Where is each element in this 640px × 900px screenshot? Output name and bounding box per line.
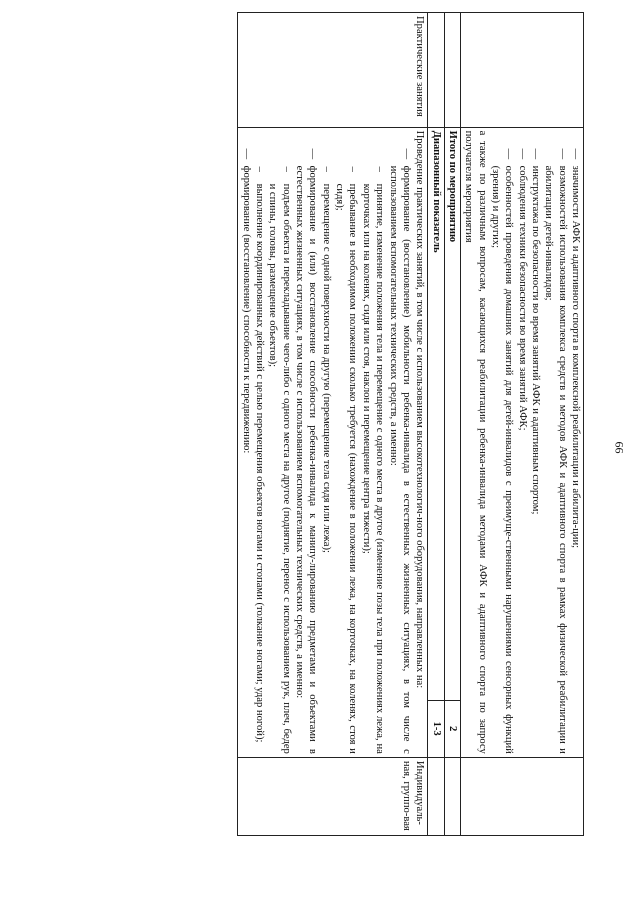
list-item: — формирование (восстановление) мобильности ребенка-инвалида в естественных жизненных ситуациях, в том числе с использованием вспомогательных технических средств, а именно: [386,131,413,754]
list-item: – перемещение с одной поверхности на другую (перемещение тела сидя или лежа); [319,131,332,754]
list-item: — инструктажа по безопасности во время занятий АФК и адаптивным спортом; [529,131,542,754]
dash-marker: – [347,166,359,172]
list-item: – подъем объекта и перекладывание чего-либо с одного места на другое (поднятие, перенос с использованием рук, плеч, бедер и спины, головы, размещение объектов); [266,131,293,754]
dash-marker: – [374,166,386,172]
table-row-practice [238,13,428,836]
dash-marker: – [254,166,266,172]
page-number: 66 [612,441,627,454]
dash-marker: — [570,148,581,160]
dash-marker: — [556,148,568,160]
cell-format-empty [460,757,583,835]
list-item: — формирование (восстановление) способности к передвижению: [239,131,252,754]
table-row-total [444,13,460,836]
table-row-range [428,13,444,836]
dash-marker: – [320,166,332,172]
dash-marker: — [240,148,252,160]
range-label: Диапазонный показатель [428,127,444,700]
list-item: – принятие, изменение положения тела и перемещение с одного места в другое (изменение позы тела при положениях лежа, на корточках или на коленях, сидя или стоя, наклон и перемещение центра тяжести); [360,131,387,754]
list-item: — значимости АФК и адаптивного спорта в комплексной реабилитации и абилита-ции; [569,131,582,754]
cell-content-continuation [460,127,583,757]
program-table [237,12,584,836]
list-item: — возможностей использования комплекса средств и методов АФК и адаптивного спорта в рамках физической реабилитации и абилитации детей-инвалидов; [542,131,569,754]
list-item: — особенностей проведения домашних занятий для детей-инвалидов с преимуще-ственными нарушениями сенсорных функций (зрения) и других; [489,131,516,754]
total-label: Итого по мероприятию [444,127,460,700]
dash-marker: – [280,166,292,172]
table-row-continuation [460,13,583,836]
list-item: – выполнение координированных действий с целью перемещения объектов ногами и стопами (толкание ногами; удар ногой); [253,131,266,754]
cell-activity-empty [460,13,583,128]
practice-intro: Проведение практических занятий, в том числе с использованием высокотехнологич-ного оборудования, направленных на: [414,130,426,689]
cell-practice-content [238,127,428,757]
range-value: 1-3 [428,700,444,757]
list-item: – пребывание в необходимом положении сколько требуется (нахождение в положении лежа, на корточках, на коленях, стоя и сидя); [333,131,360,754]
dash-marker: — [307,148,319,160]
landscape-frame [20,12,584,836]
activity-name: Практические занятия [238,13,428,128]
format-cell: Индивидуаль-ная, группо-вая [238,757,428,835]
dash-marker: — [503,148,515,160]
total-value: 2 [444,700,460,757]
paragraph-tail: а также по различным вопросам, касающихся реабилитации ребенка-инвалида методами АФК и адаптивного спорта по запросу получателя мероприятия [463,130,488,754]
list-item: — формирование и (или) восстановление способности ребенка-инвалида к манипу-лированию предметами и объектами в естественных жизненных ситуациях, в том числе с использованием вспомогательных технических средств, а именно: [293,131,320,754]
dash-marker: — [516,148,528,160]
dash-marker: — [529,148,541,160]
dash-marker: — [400,148,412,160]
list-item: — соблюдения техники безопасности во время занятий АФК; [515,131,528,754]
